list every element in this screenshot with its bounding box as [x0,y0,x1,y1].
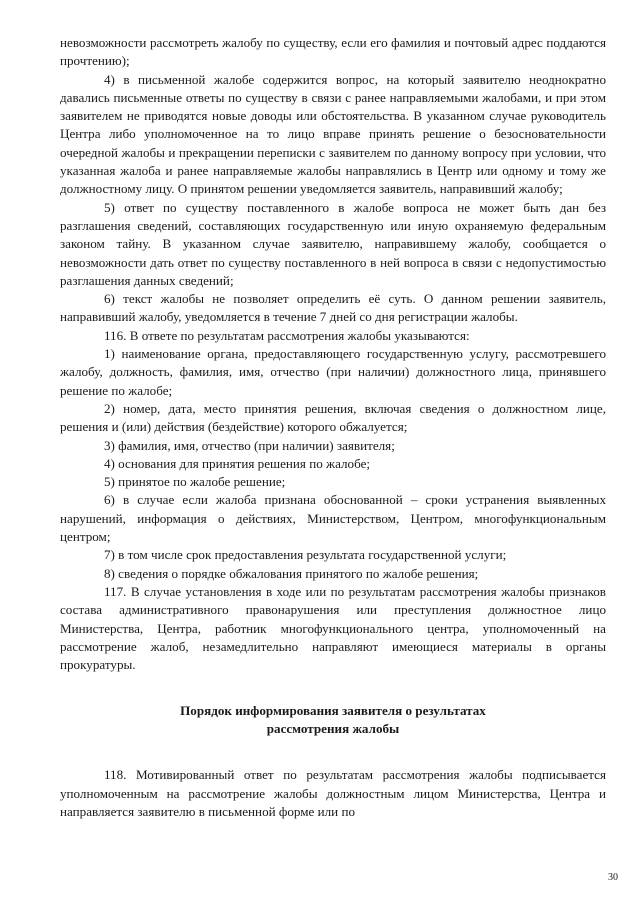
section-heading [60,702,606,738]
paragraph-item-5: 5) ответ по существу поставленного в жалобе вопроса не может быть дан без разглашения сведений, составляющих государственную или иную охраняемую федеральным законом тайну. В указанном случае заявителю, направившему жалобу, сообщается о невозможности дать ответ по существу поставленного в ней вопроса в связи с недопустимостью разглашения данных сведений; [60,199,606,288]
paragraph-item-6: 6) текст жалобы не позволяет определить её суть. О данном решении заявитель, направивший жалобу, уведомляется в течение 7 дней со дня регистрации жалобы. [60,291,606,325]
paragraph-116-item-6: 6) в случае если жалоба признана обоснованной – сроки устранения выявленных нарушений, информация о действиях, Министерством, Центром, многофункциональным центром; [60,492,606,545]
paragraph-116-item-3: 3) фамилия, имя, отчество (при наличии) заявителя; [104,437,395,453]
paragraph-116-item-5: 5) принятое по жалобе решение; [104,474,286,490]
section-heading-line-1: Порядок информирования заявителя о результатах [180,703,486,719]
paragraph-116-item-4: 4) основания для принятия решения по жалобе; [104,455,371,471]
page-number: 30 [608,872,618,883]
paragraph-116-item-7: 7) в том числе срок предоставления результата государственной услуги; [104,547,507,563]
paragraph-116-item-2: 2) номер, дата, место принятия решения, включая сведения о должностном лице, решения и (или) действия (бездействие) которого обжалуется; [60,400,606,435]
paragraph-item-4: 4) в письменной жалобе содержится вопрос, на который заявителю неоднократно давались письменные ответы по существу в связи с ранее направляемыми жалобами, и при этом заявителем не приводятся новые доводы или обстоятельства. В указанном случае руководитель Центра либо уполномоченное на то лицо вправе принять решение о безосновательности очередной жалобы и прекращении переписки с заявителем по данному вопросу при условии, что указанная жалоба и ранее направляемые жалобы направлялись в Центр или одному и тому же должностному лицу. О принятом решении уведомляется заявитель, направивший жалобу; [60,71,606,197]
paragraph-117: 117. В случае установления в ходе или по результатам рассмотрения жалобы признаков состава административного правонарушения или преступления должностное лицо Министерства, Центра, работник многофункционального центра, уполномоченный на рассмотрение жалоб, незамедлительно направляют имеющиеся материалы в органы прокуратуры. [60,583,606,673]
paragraph-116-item-1: 1) наименование органа, предоставляющего государственную услугу, рассмотревшего жалобу, должность, фамилия, имя, отчество (при наличии) должностного лица, принявшего решение по жалобе; [60,346,606,398]
paragraph-116: 116. В ответе по результатам рассмотрения жалобы указываются: [104,327,470,343]
paragraph-continuation: невозможности рассмотреть жалобу по существу, если его фамилия и почтовый адрес поддаются прочтению); [60,35,606,69]
section-heading-line-2: рассмотрения жалобы [266,721,400,737]
paragraph-116-item-8: 8) сведения о порядке обжалования принятого по жалобе решения; [104,565,479,581]
document-page [60,34,606,821]
paragraph-118: 118. Мотивированный ответ по результатам рассмотрения жалобы подписывается уполномоченным на рассмотрение жалобы должностным лицом Министерства, Центра и направляется заявителю в письменной форме или по [60,767,606,819]
